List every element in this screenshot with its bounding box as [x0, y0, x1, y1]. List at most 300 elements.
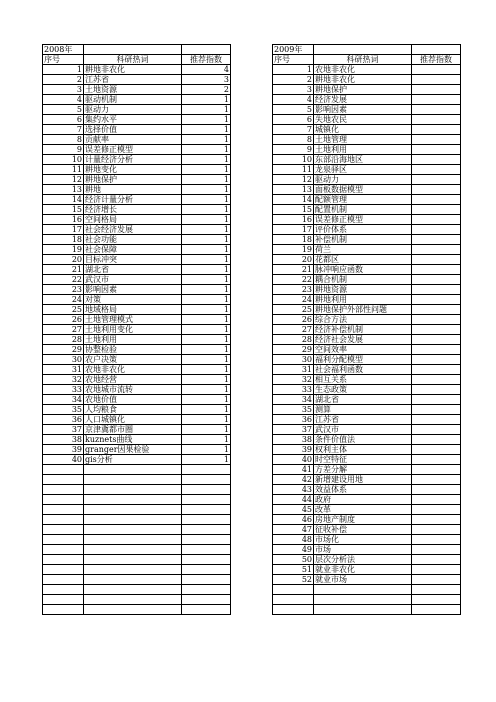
left-score: 1	[182, 365, 231, 375]
left-keyword	[84, 515, 182, 525]
right-keyword: 耦合机制	[314, 275, 412, 285]
left-index: 33	[43, 385, 84, 395]
left-keyword: 土地利用	[84, 335, 182, 345]
right-keyword: 经济社会发展	[314, 335, 412, 345]
table-row	[43, 505, 461, 515]
right-keyword: 相互关系	[314, 375, 412, 385]
right-score	[412, 415, 461, 425]
right-keyword: 面板数据模型	[314, 185, 412, 195]
right-score	[412, 145, 461, 155]
right-keyword: 东部沿海地区	[314, 155, 412, 165]
table-row	[43, 475, 461, 485]
table-row	[43, 395, 461, 405]
gap-cell	[231, 495, 273, 505]
left-score: 2	[182, 85, 231, 95]
gap-cell	[231, 505, 273, 515]
left-score	[182, 565, 231, 575]
right-score	[412, 515, 461, 525]
right-keyword: 花都区	[314, 255, 412, 265]
left-index	[43, 575, 84, 585]
right-index: 3	[273, 85, 314, 95]
right-index: 41	[273, 465, 314, 475]
left-keyword	[84, 465, 182, 475]
table-row	[43, 595, 461, 605]
left-score: 1	[182, 125, 231, 135]
right-index: 48	[273, 535, 314, 545]
left-score: 1	[182, 385, 231, 395]
table-row	[43, 415, 461, 425]
left-index: 9	[43, 145, 84, 155]
left-keyword	[84, 505, 182, 515]
header-row	[43, 55, 461, 65]
left-keyword: 耕地变化	[84, 165, 182, 175]
gap-cell	[231, 125, 273, 135]
gap-cell	[231, 245, 273, 255]
table-row	[43, 335, 461, 345]
left-index	[43, 545, 84, 555]
gap-cell	[231, 335, 273, 345]
left-keyword: 农地经营	[84, 375, 182, 385]
right-index: 33	[273, 385, 314, 395]
table-row	[43, 105, 461, 115]
left-index	[43, 595, 84, 605]
left-index: 21	[43, 265, 84, 275]
gap-cell	[231, 315, 273, 325]
left-keyword: 武汉市	[84, 275, 182, 285]
table-row	[43, 275, 461, 285]
left-score	[182, 545, 231, 555]
table-row	[43, 65, 461, 75]
right-score	[412, 125, 461, 135]
right-index: 34	[273, 395, 314, 405]
table-row	[43, 495, 461, 505]
left-score: 1	[182, 295, 231, 305]
left-index: 23	[43, 285, 84, 295]
gap-cell	[231, 255, 273, 265]
left-index: 17	[43, 225, 84, 235]
right-index: 37	[273, 425, 314, 435]
table-row	[43, 575, 461, 585]
right-index: 32	[273, 375, 314, 385]
left-score: 1	[182, 245, 231, 255]
left-index: 10	[43, 155, 84, 165]
gap-cell	[231, 465, 273, 475]
left-score	[182, 605, 231, 615]
left-keyword: 对策	[84, 295, 182, 305]
table-row	[43, 155, 461, 165]
table-row	[43, 405, 461, 415]
gap-cell	[231, 155, 273, 165]
right-score	[412, 485, 461, 495]
left-index	[43, 565, 84, 575]
left-keyword	[84, 535, 182, 545]
left-keyword	[84, 475, 182, 485]
right-score	[412, 175, 461, 185]
right-score	[412, 395, 461, 405]
gap-cell	[231, 55, 273, 65]
left-score	[182, 515, 231, 525]
right-index: 44	[273, 495, 314, 505]
right-index: 27	[273, 325, 314, 335]
left-score: 1	[182, 375, 231, 385]
right-index: 24	[273, 295, 314, 305]
right-score	[412, 335, 461, 345]
right-index: 39	[273, 445, 314, 455]
left-index: 12	[43, 175, 84, 185]
right-keyword: 就业非农化	[314, 565, 412, 575]
table-row	[43, 215, 461, 225]
right-index: 19	[273, 245, 314, 255]
left-keyword: 地域格局	[84, 305, 182, 315]
right-keyword: 经济发展	[314, 95, 412, 105]
left-index	[43, 505, 84, 515]
right-keyword: 生态政策	[314, 385, 412, 395]
left-keyword	[84, 555, 182, 565]
blank-cell	[314, 45, 412, 55]
gap-cell	[231, 275, 273, 285]
right-score	[412, 305, 461, 315]
gap-cell	[231, 195, 273, 205]
left-keyword	[84, 525, 182, 535]
blank-cell	[182, 45, 231, 55]
left-score: 1	[182, 195, 231, 205]
right-score	[412, 585, 461, 595]
blank-cell	[84, 45, 182, 55]
left-score: 1	[182, 225, 231, 235]
right-index: 9	[273, 145, 314, 155]
left-keyword: 经济计量分析	[84, 195, 182, 205]
table-row	[43, 535, 461, 545]
right-keyword: 政府	[314, 495, 412, 505]
right-index: 6	[273, 115, 314, 125]
left-keyword: 耕地	[84, 185, 182, 195]
gap-cell	[231, 105, 273, 115]
left-index: 36	[43, 415, 84, 425]
right-score	[412, 405, 461, 415]
left-keyword: 农户决策	[84, 355, 182, 365]
right-header-keyword: 科研热词	[314, 55, 412, 65]
gap-cell	[231, 295, 273, 305]
gap-cell	[231, 525, 273, 535]
table-row	[43, 565, 461, 575]
left-score: 1	[182, 345, 231, 355]
right-index	[273, 605, 314, 615]
right-score	[412, 195, 461, 205]
gap-cell	[231, 75, 273, 85]
left-header-score: 推荐指数	[182, 55, 231, 65]
right-keyword: 综合方法	[314, 315, 412, 325]
right-index: 7	[273, 125, 314, 135]
gap-cell	[231, 45, 273, 55]
gap-cell	[231, 365, 273, 375]
right-index: 18	[273, 235, 314, 245]
gap-cell	[231, 115, 273, 125]
left-keyword: 选择价值	[84, 125, 182, 135]
left-keyword: granger因果检验	[84, 445, 182, 455]
left-keyword: 社会经济发展	[84, 225, 182, 235]
right-keyword: 误差修正模型	[314, 215, 412, 225]
right-index: 35	[273, 405, 314, 415]
right-index: 28	[273, 335, 314, 345]
right-score	[412, 135, 461, 145]
right-score	[412, 525, 461, 535]
table-row	[43, 545, 461, 555]
right-score	[412, 435, 461, 445]
right-keyword: 配额管理	[314, 195, 412, 205]
left-score: 1	[182, 235, 231, 245]
right-score	[412, 285, 461, 295]
left-index: 27	[43, 325, 84, 335]
right-index: 36	[273, 415, 314, 425]
right-index: 4	[273, 95, 314, 105]
right-keyword: 测算	[314, 405, 412, 415]
gap-cell	[231, 425, 273, 435]
left-keyword: 社会功能	[84, 235, 182, 245]
table-row	[43, 465, 461, 475]
gap-cell	[231, 85, 273, 95]
left-score: 1	[182, 95, 231, 105]
right-score	[412, 575, 461, 585]
gap-cell	[231, 285, 273, 295]
left-index: 16	[43, 215, 84, 225]
table-row	[43, 425, 461, 435]
left-index: 4	[43, 95, 84, 105]
left-index: 7	[43, 125, 84, 135]
right-index: 21	[273, 265, 314, 275]
left-keyword: 目标冲突	[84, 255, 182, 265]
left-score: 1	[182, 255, 231, 265]
table-row	[43, 315, 461, 325]
left-keyword	[84, 495, 182, 505]
keyword-table	[42, 44, 461, 615]
right-score	[412, 465, 461, 475]
table-row	[43, 235, 461, 245]
right-score	[412, 495, 461, 505]
right-index: 50	[273, 555, 314, 565]
right-index: 52	[273, 575, 314, 585]
left-header-keyword: 科研热词	[84, 55, 182, 65]
table-row	[43, 455, 461, 465]
table-row	[43, 115, 461, 125]
left-score: 1	[182, 415, 231, 425]
table-row	[43, 175, 461, 185]
left-score: 1	[182, 395, 231, 405]
right-score	[412, 445, 461, 455]
right-keyword: 空间效率	[314, 345, 412, 355]
right-score	[412, 235, 461, 245]
gap-cell	[231, 605, 273, 615]
right-keyword: 农地非农化	[314, 65, 412, 75]
left-index: 32	[43, 375, 84, 385]
gap-cell	[231, 225, 273, 235]
right-year: 2009年	[273, 45, 314, 55]
right-index: 31	[273, 365, 314, 375]
table-row	[43, 355, 461, 365]
table-row	[43, 135, 461, 145]
right-index: 29	[273, 345, 314, 355]
left-keyword	[84, 545, 182, 555]
right-keyword: 土地利用	[314, 145, 412, 155]
left-index: 39	[43, 445, 84, 455]
right-score	[412, 245, 461, 255]
gap-cell	[231, 345, 273, 355]
left-index: 28	[43, 335, 84, 345]
right-score	[412, 75, 461, 85]
left-keyword: 京津冀都市圈	[84, 425, 182, 435]
right-keyword: 耕地保护	[314, 85, 412, 95]
gap-cell	[231, 145, 273, 155]
left-score	[182, 525, 231, 535]
right-keyword	[314, 605, 412, 615]
left-keyword	[84, 595, 182, 605]
left-index: 24	[43, 295, 84, 305]
left-index: 20	[43, 255, 84, 265]
left-keyword: 人均粮食	[84, 405, 182, 415]
left-keyword: 土地资源	[84, 85, 182, 95]
gap-cell	[231, 375, 273, 385]
left-score	[182, 485, 231, 495]
left-keyword: 土地管理模式	[84, 315, 182, 325]
table-row	[43, 385, 461, 395]
right-index: 8	[273, 135, 314, 145]
right-keyword: 层次分析法	[314, 555, 412, 565]
gap-cell	[231, 215, 273, 225]
left-index: 5	[43, 105, 84, 115]
left-keyword: kuznets曲线	[84, 435, 182, 445]
gap-cell	[231, 515, 273, 525]
table-row	[43, 125, 461, 135]
right-index: 16	[273, 215, 314, 225]
table-row	[43, 205, 461, 215]
gap-cell	[231, 565, 273, 575]
left-score: 1	[182, 275, 231, 285]
right-keyword: 武汉市	[314, 425, 412, 435]
gap-cell	[231, 185, 273, 195]
left-score: 1	[182, 445, 231, 455]
gap-cell	[231, 585, 273, 595]
left-index	[43, 555, 84, 565]
gap-cell	[231, 325, 273, 335]
table-row	[43, 605, 461, 615]
table-row	[43, 445, 461, 455]
left-index	[43, 495, 84, 505]
left-index: 35	[43, 405, 84, 415]
left-score: 1	[182, 165, 231, 175]
right-index: 43	[273, 485, 314, 495]
left-keyword	[84, 585, 182, 595]
left-index: 30	[43, 355, 84, 365]
right-index: 40	[273, 455, 314, 465]
right-score	[412, 455, 461, 465]
table-row	[43, 295, 461, 305]
right-index	[273, 595, 314, 605]
gap-cell	[231, 415, 273, 425]
gap-cell	[231, 395, 273, 405]
right-score	[412, 215, 461, 225]
table-row	[43, 165, 461, 175]
spreadsheet	[42, 44, 461, 615]
right-keyword: 驱动力	[314, 175, 412, 185]
right-score	[412, 315, 461, 325]
right-keyword: 城镇化	[314, 125, 412, 135]
right-keyword: 荷兰	[314, 245, 412, 255]
left-score	[182, 505, 231, 515]
right-keyword: 配置机制	[314, 205, 412, 215]
right-header-score: 推荐指数	[412, 55, 461, 65]
right-score	[412, 105, 461, 115]
left-index: 2	[43, 75, 84, 85]
right-score	[412, 345, 461, 355]
table-row	[43, 585, 461, 595]
left-keyword: 社会保障	[84, 245, 182, 255]
left-keyword: 农地非农化	[84, 365, 182, 375]
right-score	[412, 355, 461, 365]
right-index: 51	[273, 565, 314, 575]
left-score: 1	[182, 265, 231, 275]
left-score: 1	[182, 455, 231, 465]
left-index	[43, 585, 84, 595]
left-index: 18	[43, 235, 84, 245]
right-header-index: 序号	[273, 55, 314, 65]
table-row	[43, 95, 461, 105]
right-keyword: 耕地保护外部性问题	[314, 305, 412, 315]
left-index: 3	[43, 85, 84, 95]
left-keyword: 贡献率	[84, 135, 182, 145]
left-index: 13	[43, 185, 84, 195]
left-score	[182, 575, 231, 585]
right-keyword: 经济补偿机制	[314, 325, 412, 335]
left-score: 1	[182, 335, 231, 345]
right-keyword: 房地产制度	[314, 515, 412, 525]
left-score: 1	[182, 155, 231, 165]
gap-cell	[231, 175, 273, 185]
table-row	[43, 325, 461, 335]
right-score	[412, 605, 461, 615]
gap-cell	[231, 555, 273, 565]
table-row	[43, 225, 461, 235]
right-keyword: 条件价值法	[314, 435, 412, 445]
left-index: 37	[43, 425, 84, 435]
right-keyword: 影响因素	[314, 105, 412, 115]
gap-cell	[231, 405, 273, 415]
left-score	[182, 495, 231, 505]
left-index: 14	[43, 195, 84, 205]
left-score: 1	[182, 175, 231, 185]
right-index: 25	[273, 305, 314, 315]
right-index: 15	[273, 205, 314, 215]
right-score	[412, 275, 461, 285]
left-index	[43, 485, 84, 495]
right-index: 17	[273, 225, 314, 235]
right-score	[412, 185, 461, 195]
right-score	[412, 425, 461, 435]
right-score	[412, 295, 461, 305]
gap-cell	[231, 135, 273, 145]
left-keyword: 耕地非农化	[84, 65, 182, 75]
left-score: 1	[182, 205, 231, 215]
right-index: 23	[273, 285, 314, 295]
table-row	[43, 525, 461, 535]
left-score	[182, 555, 231, 565]
right-score	[412, 65, 461, 75]
left-keyword: 耕地保护	[84, 175, 182, 185]
right-index: 20	[273, 255, 314, 265]
table-row	[43, 145, 461, 155]
right-keyword: 改革	[314, 505, 412, 515]
left-score: 1	[182, 405, 231, 415]
right-index: 13	[273, 185, 314, 195]
right-score	[412, 325, 461, 335]
